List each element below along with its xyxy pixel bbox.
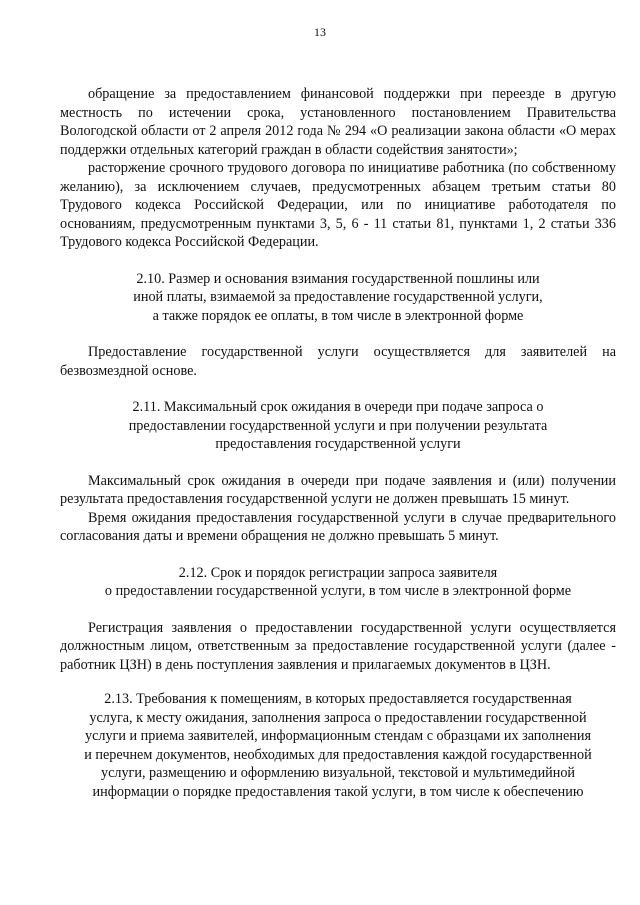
page-number: 13 <box>314 25 326 39</box>
paragraph: Предоставление государственной услуги осуществляется для заявителей на безвозмездной основе. <box>60 344 616 379</box>
section-heading-2-13 <box>60 690 616 801</box>
paragraph: Максимальный срок ожидания в очереди при подаче заявления и (или) получении результата предоставления государственной услуги не должен превышать 15 минут. <box>60 472 616 507</box>
paragraph: Регистрация заявления о предоставлении государственной услуги осуществляется должностным лицом, ответственным за предоставление государственной услуги (далее - работник ЦЗН) в день поступления заявления и прилагаемых документов в ЦЗН. <box>60 619 616 673</box>
paragraph: расторжение срочного трудового договора по инициативе работника (по собственному желанию), за исключением случаев, предусмотренных абзацем третьим статьи 80 Трудового кодекса Российской Федерации, или по инициативе работодателя по основаниям, предусмотренным пунктами 3, 5, 6 - 11 статьи 81, пунктами 1, 2 статьи 336 Трудового кодекса Российской Федерации. <box>60 160 616 250</box>
heading-text: 2.11. Максимальный срок ожидания в очереди при подаче запроса о предоставлении государственной услуги и при получении результата предоставления государственной услуги <box>128 399 548 452</box>
section-heading-2-12 <box>60 564 616 601</box>
heading-text: 2.10. Размер и основания взимания государственной пошлины или иной платы, взимаемой за предоставление государственной услуги, а также порядок ее оплаты, в том числе в электронной форме <box>133 270 543 324</box>
section-heading-2-11 <box>60 398 616 454</box>
section-heading-2-10 <box>60 270 616 326</box>
paragraph: Время ожидания предоставления государственной услуги в случае предварительного согласования даты и времени обращения не должно превышать 5 минут. <box>60 509 616 544</box>
heading-text: 2.13. Требования к помещениям, в которых предоставляется государственная услуга, к месту ожидания, заполнения запроса о предоставлении государственной услуги и приема заявителей, информационным стендам с образцами их заполнения и перечнем документов, необходимых для предоставления каждой государственной услуги, размещению и оформлению визуальной, текстовой и мультимедийной информации о порядке предоставления такой услуги, в том числе к обеспечению <box>84 691 592 800</box>
document-body <box>60 85 616 801</box>
heading-text: 2.12. Срок и порядок регистрации запроса заявителя о предоставлении государственной услуги, в том числе в электронной форме <box>104 564 572 599</box>
paragraph: обращение за предоставлением финансовой поддержки при переезде в другую местность по истечении срока, установленного постановлением Правительства Вологодской области от 2 апреля 2012 года № 294 «О реализации закона области «О мерах поддержки отдельных категорий граждан в области содействия занятости»; <box>60 86 616 158</box>
